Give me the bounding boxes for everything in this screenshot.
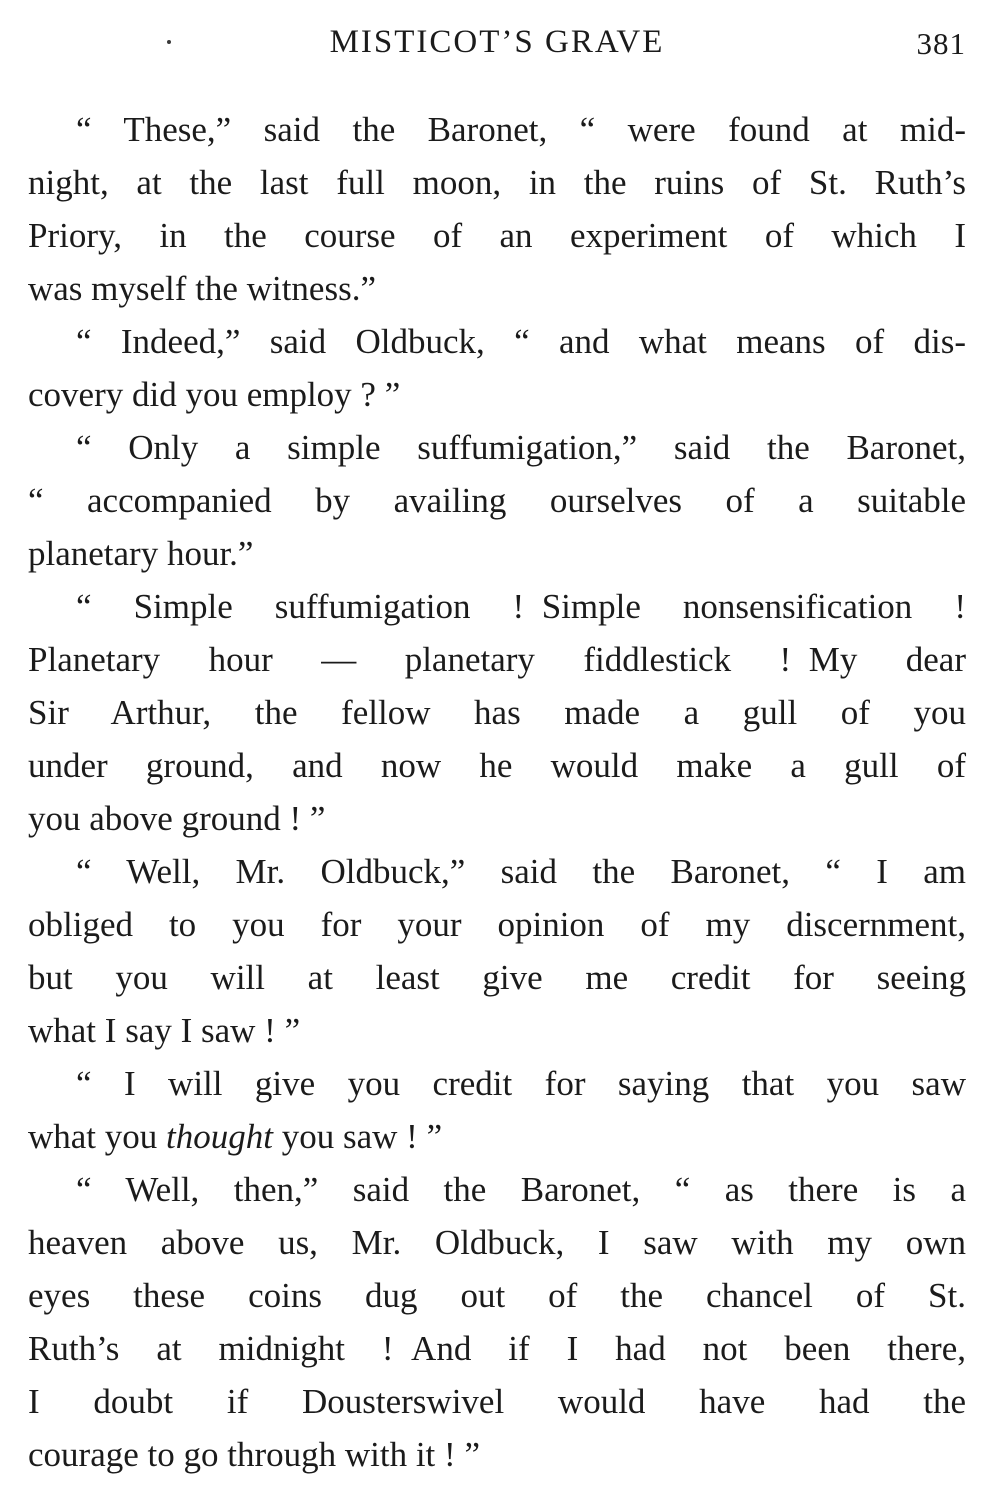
text-line: heaven above us, Mr. Oldbuck, I saw with my own — [28, 1223, 966, 1262]
text-segment: you saw ! ” — [273, 1117, 443, 1156]
italic-word: thought — [166, 1117, 273, 1156]
text-line: “ accompanied by availing ourselves of a suitable — [28, 481, 966, 520]
text-line: you above ground ! ” — [28, 799, 326, 838]
text-line: “ Simple suffumigation ! Simple nonsensification ! — [76, 587, 966, 626]
text-line: was myself the witness.” — [28, 269, 376, 308]
text-line: under ground, and now he would make a gull of — [28, 746, 966, 785]
text-line: “ Well, Mr. Oldbuck,” said the Baronet, “ I am — [76, 852, 966, 891]
text-line: Priory, in the course of an experiment of which I — [28, 216, 966, 255]
text-line-with-italic — [28, 1110, 966, 1163]
body-text — [28, 103, 966, 1481]
text-line: covery did you employ ? ” — [28, 375, 401, 414]
text-line: “ I will give you credit for saying that you saw — [76, 1064, 966, 1103]
text-line: Sir Arthur, the fellow has made a gull of you — [28, 693, 966, 732]
text-line: “ These,” said the Baronet, “ were found at mid- — [76, 110, 966, 149]
text-line: “ Well, then,” said the Baronet, “ as there is a — [76, 1170, 966, 1209]
text-line: eyes these coins dug out of the chancel of St. — [28, 1276, 966, 1315]
text-line: but you will at least give me credit for seeing — [28, 958, 966, 997]
text-line: obliged to you for your opinion of my discernment, — [28, 905, 966, 944]
text-line: courage to go through with it ! ” — [28, 1435, 480, 1474]
page-number: 381 — [916, 26, 966, 61]
text-line: planetary hour.” — [28, 534, 254, 573]
text-line: what I say I saw ! ” — [28, 1011, 301, 1050]
text-line: night, at the last full moon, in the ruins of St. Ruth’s — [28, 163, 966, 202]
text-line: I doubt if Dousterswivel would have had the — [28, 1382, 966, 1421]
text-segment: what you — [28, 1117, 167, 1156]
text-line: Ruth’s at midnight ! And if I had not been there, — [28, 1329, 966, 1368]
page-title: MISTICOT’S GRAVE — [329, 24, 665, 60]
running-head — [28, 24, 966, 68]
text-line: “ Only a simple suffumigation,” said the Baronet, — [76, 428, 966, 467]
text-line: Planetary hour — planetary fiddlestick ! My dear — [28, 640, 966, 679]
text-line: “ Indeed,” said Oldbuck, “ and what means of dis- — [76, 322, 966, 361]
scan-speck — [167, 40, 171, 44]
